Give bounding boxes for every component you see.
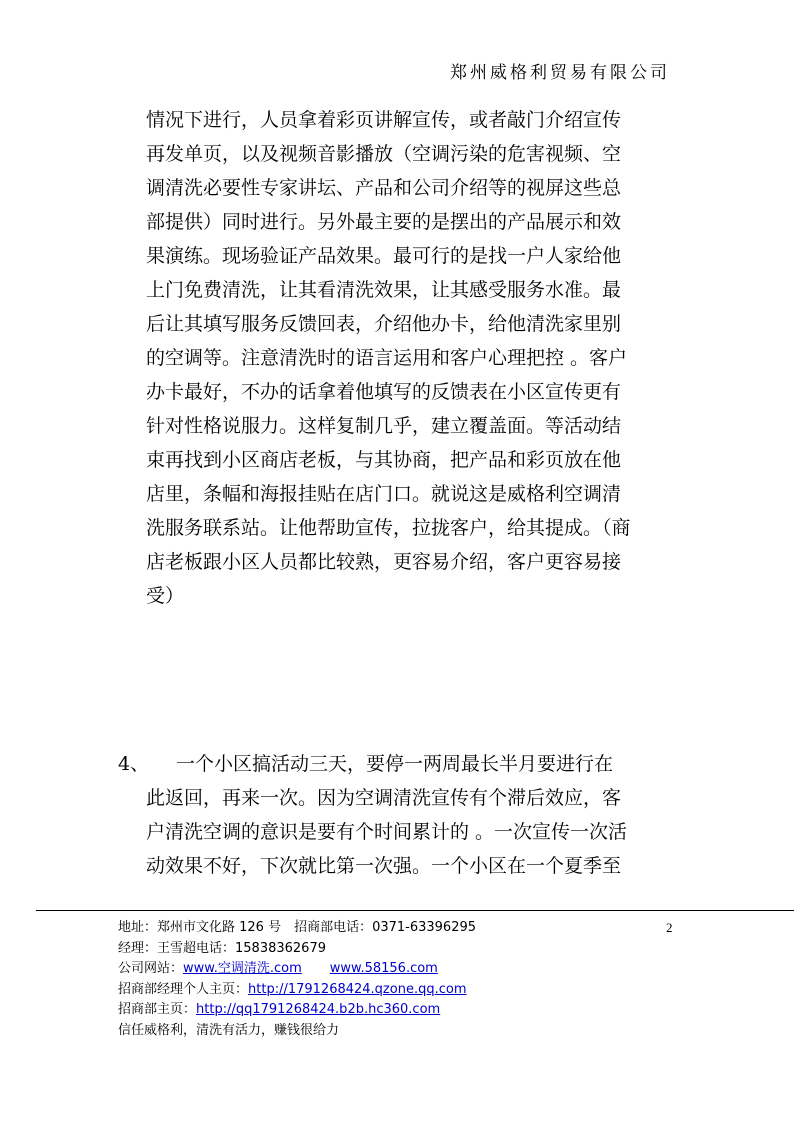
header-company-name: 郑州威格利贸易有限公司 <box>450 63 670 83</box>
text-line: 部提供）同时进行。另外最主要的是摆出的产品展示和效 <box>146 211 622 233</box>
text-line: 后让其填写服务反馈回表，介绍他办卡，给他清洗家里别 <box>146 313 622 335</box>
text-line: 果演练。现场验证产品效果。最可行的是找一户人家给他 <box>146 245 622 267</box>
website-label: 公司网站： <box>118 961 184 976</box>
list-item-4 <box>118 747 672 883</box>
footer-dept-page-row <box>118 1000 658 1021</box>
footer-manager: 经理：王雪超电话：15838362679 <box>118 940 326 956</box>
page-number: 2 <box>666 920 673 935</box>
text-line: 束再找到小区商店老板，与其协商，把产品和彩页放在他 <box>146 449 622 471</box>
website-link-2[interactable]: www.58156.com <box>329 961 438 976</box>
text-line: 洗服务联系站。让他帮助宣传，拉拢客户，给其提成。（商 <box>146 517 631 539</box>
footer-divider <box>36 910 794 911</box>
text-line: 调清洗必要性专家讲坛、产品和公司介绍等的视屏这些总 <box>146 177 622 199</box>
body-paragraph <box>146 103 672 613</box>
text-line: 针对性格说服力。这样复制几乎，建立覆盖面。等活动结 <box>146 415 622 437</box>
text-line: 此返回，再来一次。因为空调清洗宣传有个滞后效应，客 <box>146 787 622 809</box>
text-line: 办卡最好，不办的话拿着他填写的反馈表在小区宣传更有 <box>146 381 622 403</box>
list-number: 4、 <box>118 753 150 775</box>
text-line: 店里，条幅和海报挂贴在店门口。就说这是威格利空调清 <box>146 483 622 505</box>
footer-slogan: 信任威格利，清洗有活力，赚钱很给力 <box>118 1022 340 1038</box>
website-link-1[interactable]: www.空调清洗.com <box>183 961 302 976</box>
manager-page-label: 招商部经理个人主页： <box>118 981 249 997</box>
text-line: 店老板跟小区人员都比较熟，更容易介绍，客户更容易接 <box>146 551 622 573</box>
footer-address: 地址：郑州市文化路 126 号 招商部电话：0371-63396295 <box>118 920 477 935</box>
text-line: 受） <box>146 585 185 607</box>
footer <box>118 918 658 1041</box>
dept-page-link[interactable]: http://qq1791268424.b2b.hc360.com <box>196 1002 441 1017</box>
text-line: 上门免费清洗，让其看清洗效果，让其感受服务水准。最 <box>146 279 622 301</box>
text-line: 再发单页，以及视频音影播放（空调污染的危害视频、空 <box>146 143 622 165</box>
text-line: 户清洗空调的意识是要有个时间累计的 。一次宣传一次活 <box>146 821 628 843</box>
footer-manager-page-row <box>118 980 658 1001</box>
text-line: 的空调等。注意清洗时的语言运用和客户心理把控 。客户 <box>146 347 628 369</box>
text-line: 情况下进行，人员拿着彩页讲解宣传，或者敲门介绍宣传 <box>146 109 622 131</box>
footer-website-row <box>118 959 658 980</box>
dept-page-label: 招商部主页： <box>118 1002 197 1017</box>
text-line: 动效果不好，下次就比第一次强。一个小区在一个夏季至 <box>146 855 622 877</box>
text-line: 一个小区搞活动三天，要停一两周最长半月要进行在 <box>176 753 614 775</box>
manager-page-link[interactable]: http://1791268424.qzone.qq.com <box>248 981 467 997</box>
